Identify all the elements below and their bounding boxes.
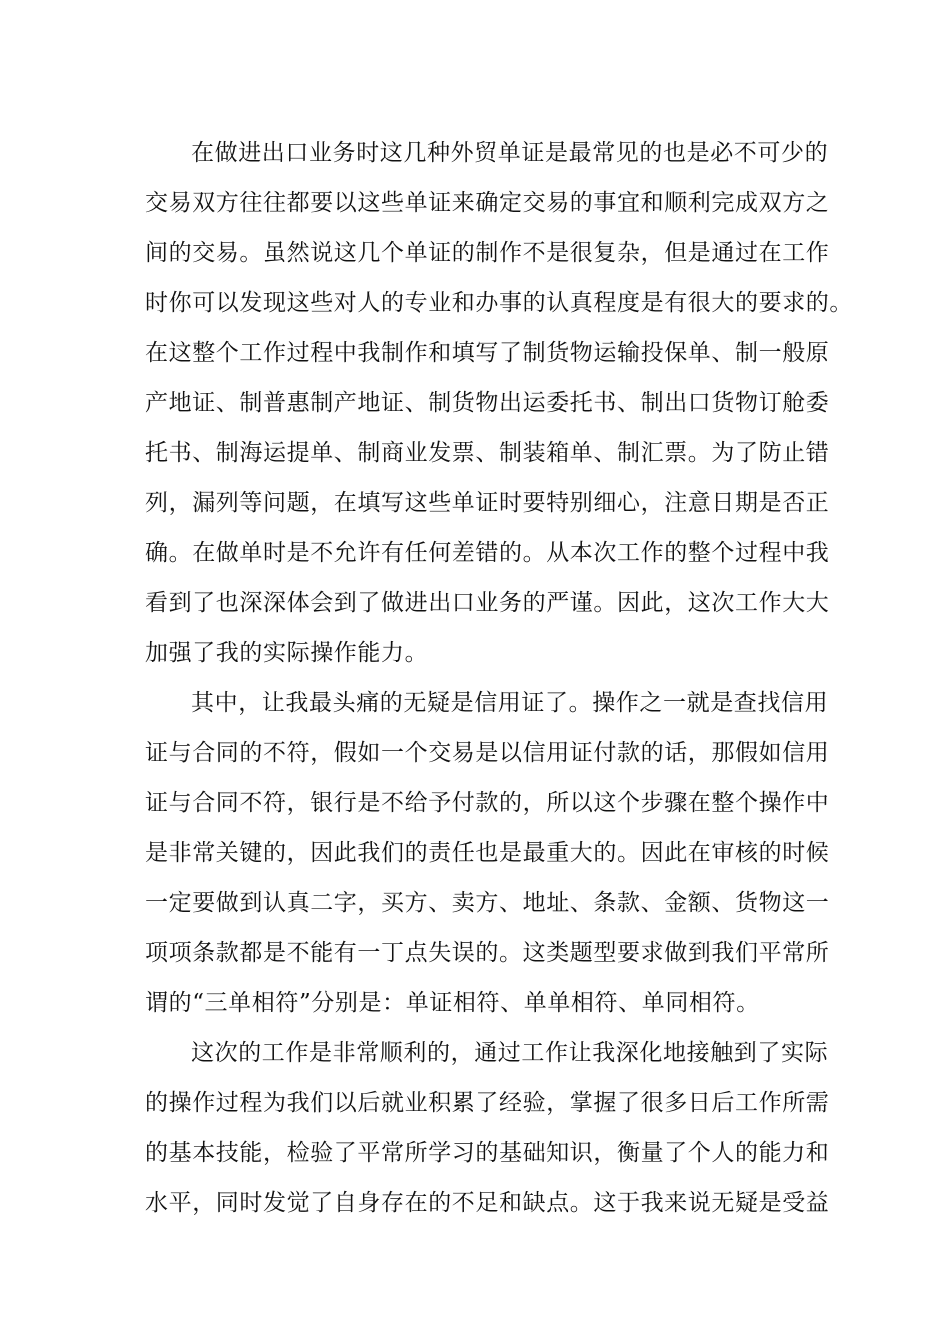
text-line: 确。在做单时是不允许有任何差错的。从本次工作的整个过程中我 [145, 540, 830, 566]
body-text [145, 133, 853, 1233]
text-line: 证与合同不符，银行是不给予付款的，所以这个步骤在整个操作中 [145, 790, 830, 816]
text-line: 在这整个工作过程中我制作和填写了制货物运输投保单、制一般原 [145, 340, 830, 366]
text-line: 加强了我的实际操作能力。 [145, 640, 429, 666]
text-line: 看到了也深深体会到了做进出口业务的严谨。因此，这次工作大大 [145, 590, 830, 616]
text-line: 是非常关键的，因此我们的责任也是最重大的。因此在审核的时候 [145, 840, 830, 866]
text-line: 交易双方往往都要以这些单证来确定交易的事宜和顺利完成双方之 [145, 190, 830, 216]
text-line: 列，漏列等问题，在填写这些单证时要特别细心，注意日期是否正 [145, 490, 830, 516]
text-line: 在做进出口业务时这几种外贸单证是最常见的也是必不可少的 [191, 140, 829, 166]
text-line: 的操作过程为我们以后就业积累了经验，掌握了很多日后工作所需 [145, 1090, 830, 1116]
text-line: 证与合同的不符，假如一个交易是以信用证付款的话，那假如信用 [145, 740, 830, 766]
text-line: 时你可以发现这些对人的专业和办事的认真程度是有很大的要求的。 [145, 290, 853, 316]
text-line: 托书、制海运提单、制商业发票、制装箱单、制汇票。为了防止错 [145, 440, 830, 466]
text-line: 谓的“三单相符”分别是：单证相符、单单相符、单同相符。 [145, 990, 760, 1016]
text-line: 间的交易。虽然说这几个单证的制作不是很复杂，但是通过在工作 [145, 240, 830, 266]
text-line: 一定要做到认真二字，买方、卖方、地址、条款、金额、货物这一 [145, 890, 830, 916]
text-line: 其中，让我最头痛的无疑是信用证了。操作之一就是查找信用 [191, 690, 829, 716]
text-line: 这次的工作是非常顺利的，通过工作让我深化地接触到了实际 [191, 1040, 829, 1066]
text-line: 的基本技能，检验了平常所学习的基础知识，衡量了个人的能力和 [145, 1140, 830, 1166]
text-line: 产地证、制普惠制产地证、制货物出运委托书、制出口货物订舱委 [145, 390, 830, 416]
text-line: 项项条款都是不能有一丁点失误的。这类题型要求做到我们平常所 [145, 940, 830, 966]
text-line: 水平，同时发觉了自身存在的不足和缺点。这于我来说无疑是受益 [145, 1190, 830, 1216]
